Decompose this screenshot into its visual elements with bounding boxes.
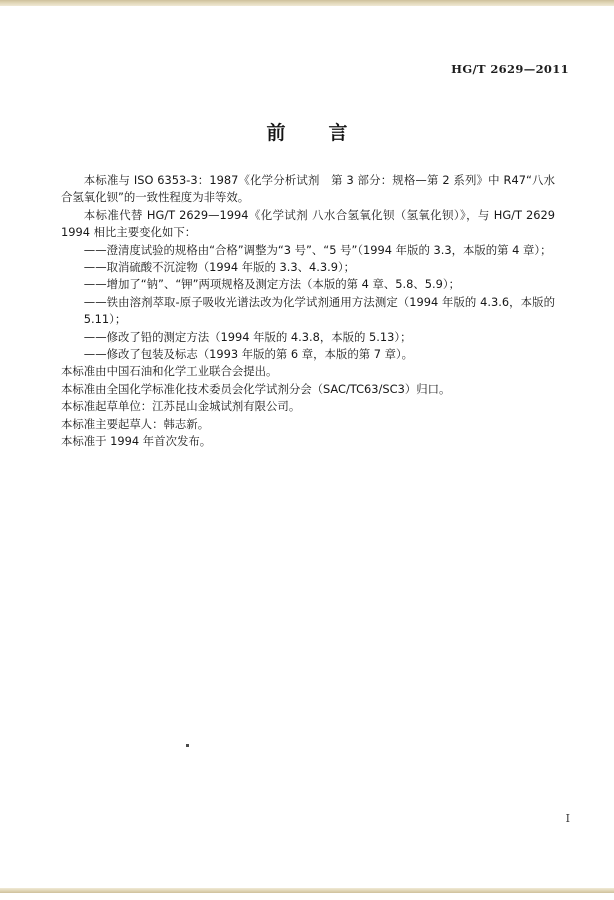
foreword-closing-line: 本标准由中国石油和化学工业联合会提出。 — [61, 364, 278, 379]
scan-edge-bottom-fill — [0, 893, 614, 900]
foreword-paragraph: 本标准代替 HG/T 2629—1994《化学试剂 八水合氢氧化钡（氢氧化钡）》，与 HG/T 2629 1994 相比主要变化如下： — [61, 207, 567, 240]
change-list-item: ——澄清度试验的规格由“合格”调整为“3 号”、“5 号”（1994 年版的 3.3，本版的第 4 章）； — [83, 242, 552, 257]
foreword-closing-line: 本标准主要起草人：韩志新。 — [61, 416, 210, 431]
page-header-standard-number: HG/T 2629—2011 — [451, 62, 569, 76]
change-list-item: ——修改了铅的测定方法（1994 年版的 4.3.8，本版的 5.13）； — [83, 329, 412, 344]
change-list-item: ——铁由溶剂萃取-原子吸收光谱法改为化学试剂通用方法测定（1994 年版的 4.3.6，本版的 5.11）； — [83, 294, 555, 327]
page-number: I — [565, 812, 570, 825]
change-list-item: ——增加了“钠”、“钾”两项规格及测定方法（本版的第 4 章、5.8、5.9）； — [83, 277, 460, 292]
scan-edge-top — [0, 0, 614, 6]
page-title: 前 言 — [266, 122, 360, 144]
foreword-closing-line: 本标准于 1994 年首次发布。 — [61, 434, 212, 449]
foreword-closing-line: 本标准由全国化学标准化技术委员会化学试剂分会（SAC/TC63/SC3）归口。 — [61, 381, 451, 396]
foreword-body — [61, 172, 567, 451]
scan-speck — [186, 744, 189, 747]
change-list-item: ——取消硫酸不沉淀物（1994 年版的 3.3、4.3.9）； — [83, 260, 356, 275]
change-list-item: ——修改了包装及标志（1993 年版的第 6 章，本版的第 7 章）。 — [83, 347, 414, 362]
foreword-paragraph: 本标准与 ISO 6353-3：1987《化学分析试剂 第 3 部分：规格—第 2 系列》中 R47“八水合氢氧化钡”的一致性程度为非等效。 — [61, 173, 555, 205]
foreword-closing-line: 本标准起草单位：江苏昆山金城试剂有限公司。 — [61, 399, 301, 414]
